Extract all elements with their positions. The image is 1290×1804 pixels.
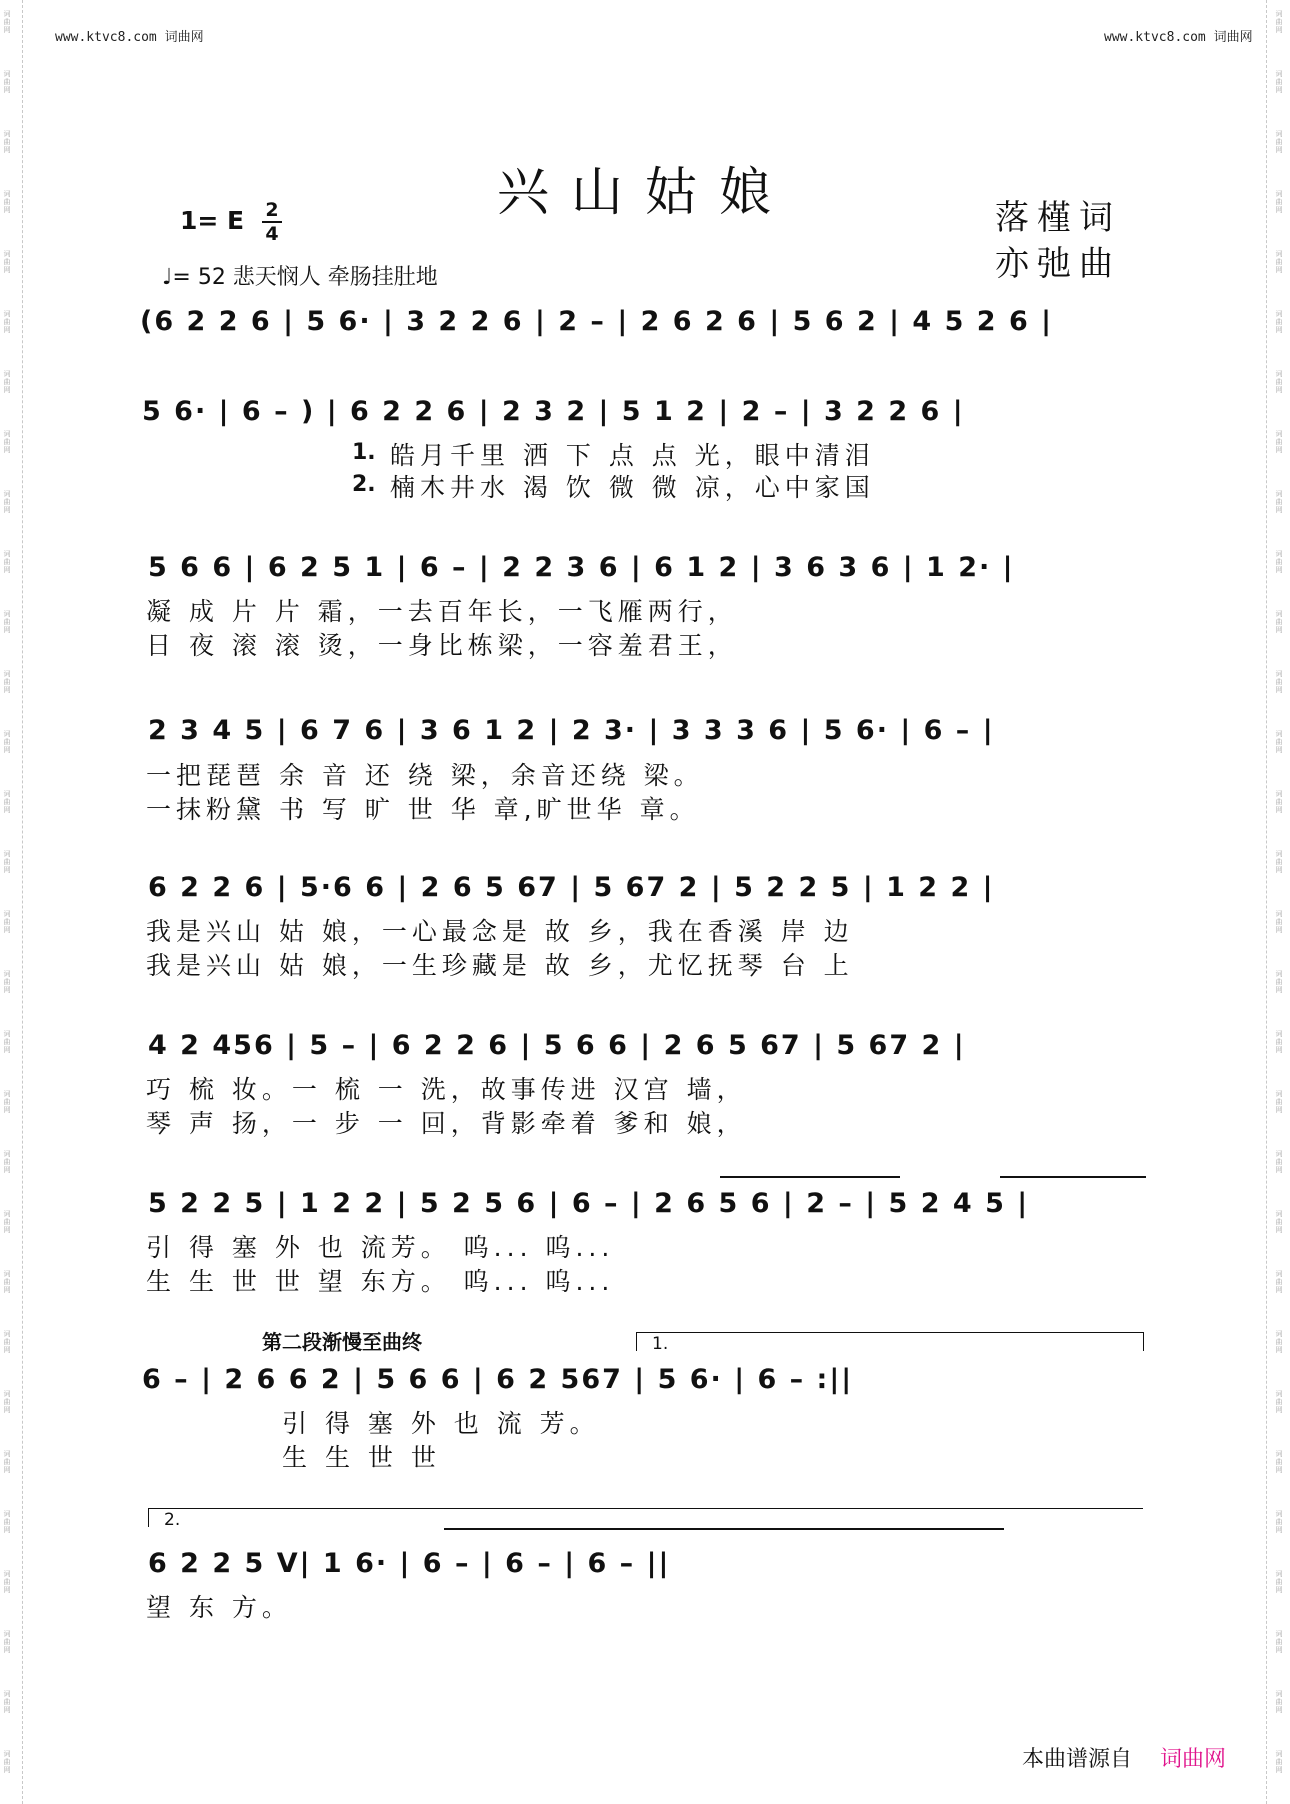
edge-watermark-glyph: 词 曲 网 bbox=[3, 1750, 11, 1774]
edge-watermark-glyph: 词 曲 网 bbox=[1275, 1630, 1283, 1654]
edge-watermark-glyph: 词 曲 网 bbox=[1275, 370, 1283, 394]
edge-watermark-glyph: 词 曲 网 bbox=[3, 850, 11, 874]
edge-watermark-glyph: 词 曲 网 bbox=[1275, 130, 1283, 154]
lyric-row-9: 望 东 方。 bbox=[146, 1593, 292, 1622]
edge-watermark-glyph: 词 曲 网 bbox=[1275, 1030, 1283, 1054]
edge-watermark-glyph: 词 曲 网 bbox=[1275, 310, 1283, 334]
edge-watermark-glyph: 词 曲 网 bbox=[3, 250, 11, 274]
edge-watermark-glyph: 词 曲 网 bbox=[3, 70, 11, 94]
song-title: 兴山姑娘 bbox=[496, 163, 793, 223]
edge-watermark-glyph: 词 曲 网 bbox=[1275, 1510, 1283, 1534]
first-ending-bracket bbox=[636, 1332, 1144, 1351]
sustain-line-row-7 bbox=[720, 1176, 900, 1178]
edge-watermark-glyph: 词 曲 网 bbox=[3, 970, 11, 994]
lyric-row-2-verse-1: 皓月千里 洒 下 点 点 光，眼中清泪 bbox=[390, 441, 875, 470]
edge-watermark-glyph: 词 曲 网 bbox=[1275, 70, 1283, 94]
edge-watermark-glyph: 词 曲 网 bbox=[1275, 1090, 1283, 1114]
verse-label-2: 2. bbox=[352, 472, 376, 497]
notes-row-7: 5 2 2 5 | 1 2 2 | 5 2 5 6 | 6 – | 2 6 5 6 | 2 – | 5 2 4 5 | bbox=[148, 1188, 1030, 1219]
lyric-row-3-verse-2: 日 夜 滚 滚 烫，一身比栋梁，一容羞君王， bbox=[146, 631, 738, 660]
edge-watermark-glyph: 词 曲 网 bbox=[1275, 670, 1283, 694]
quarter-note-icon: ♩ bbox=[162, 265, 173, 290]
second-ending-bracket bbox=[148, 1508, 1143, 1527]
notes-row-8: 6 – | 2 6 6 2 | 5 6 6 | 6 2 567 | 5 6· | 6 – :|| bbox=[142, 1364, 854, 1395]
tempo-marking bbox=[162, 260, 438, 291]
edge-watermark-glyph: 词 曲 网 bbox=[3, 790, 11, 814]
right-watermark-strip bbox=[1272, 0, 1290, 1804]
edge-watermark-glyph: 词 曲 网 bbox=[3, 310, 11, 334]
edge-watermark-glyph: 词 曲 网 bbox=[1275, 490, 1283, 514]
time-signature bbox=[262, 200, 282, 244]
edge-watermark-glyph: 词 曲 网 bbox=[1275, 1450, 1283, 1474]
left-watermark-strip bbox=[0, 0, 18, 1804]
edge-watermark-glyph: 词 曲 网 bbox=[3, 1210, 11, 1234]
edge-watermark-glyph: 词 曲 网 bbox=[3, 430, 11, 454]
left-border-line bbox=[22, 0, 23, 1804]
edge-watermark-glyph: 词 曲 网 bbox=[3, 1270, 11, 1294]
edge-watermark-glyph: 词 曲 网 bbox=[1275, 1210, 1283, 1234]
edge-watermark-glyph: 词 曲 网 bbox=[1275, 730, 1283, 754]
edge-watermark-glyph: 词 曲 网 bbox=[3, 610, 11, 634]
edge-watermark-glyph: 词 曲 网 bbox=[3, 1630, 11, 1654]
edge-watermark-glyph: 词 曲 网 bbox=[3, 1510, 11, 1534]
edge-watermark-glyph: 词 曲 网 bbox=[1275, 970, 1283, 994]
edge-watermark-glyph: 词 曲 网 bbox=[3, 910, 11, 934]
edge-watermark-glyph: 词 曲 网 bbox=[3, 1450, 11, 1474]
composer-credit: 亦弛曲 bbox=[995, 244, 1121, 284]
edge-watermark-glyph: 词 曲 网 bbox=[1275, 610, 1283, 634]
edge-watermark-glyph: 词 曲 网 bbox=[1275, 1750, 1283, 1774]
tempo-remark: 第二段渐慢至曲终 bbox=[262, 1330, 422, 1354]
edge-watermark-glyph: 词 曲 网 bbox=[1275, 10, 1283, 34]
notes-row-4: 2 3 4 5 | 6 7 6 | 3 6 1 2 | 2 3· | 3 3 3 6 | 5 6· | 6 – | bbox=[148, 715, 995, 746]
edge-watermark-glyph: 词 曲 网 bbox=[3, 1150, 11, 1174]
edge-watermark-glyph: 词 曲 网 bbox=[1275, 250, 1283, 274]
second-ending-label: 2. bbox=[164, 1510, 181, 1530]
edge-watermark-glyph: 词 曲 网 bbox=[1275, 790, 1283, 814]
edge-watermark-glyph: 词 曲 网 bbox=[3, 550, 11, 574]
edge-watermark-glyph: 词 曲 网 bbox=[3, 670, 11, 694]
edge-watermark-glyph: 词 曲 网 bbox=[1275, 910, 1283, 934]
site-url-right[interactable]: www.ktvc8.com 词曲网 bbox=[1104, 30, 1253, 45]
edge-watermark-glyph: 词 曲 网 bbox=[3, 1690, 11, 1714]
first-ending-label: 1. bbox=[652, 1334, 669, 1354]
edge-watermark-glyph: 词 曲 网 bbox=[1275, 1570, 1283, 1594]
lyric-row-5-verse-1: 我是兴山 姑 娘，一心最念是 故 乡，我在香溪 岸 边 bbox=[146, 917, 854, 946]
lyric-row-3-verse-1: 凝 成 片 片 霜，一去百年长，一飞雁两行， bbox=[146, 597, 738, 626]
lyric-row-4-verse-2: 一抹粉黛 书 写 旷 世 华 章,旷世华 章。 bbox=[146, 795, 700, 824]
lyric-row-5-verse-2: 我是兴山 姑 娘，一生珍藏是 故 乡，尤忆抚琴 台 上 bbox=[146, 951, 854, 980]
time-top: 2 bbox=[265, 199, 279, 221]
edge-watermark-glyph: 词 曲 网 bbox=[3, 370, 11, 394]
edge-watermark-glyph: 词 曲 网 bbox=[1275, 1150, 1283, 1174]
lyric-row-8-verse-2: 生 生 世 世 bbox=[282, 1443, 441, 1472]
edge-watermark-glyph: 词 曲 网 bbox=[3, 1030, 11, 1054]
footer-source-label: 本曲谱源自 bbox=[1022, 1747, 1133, 1772]
notes-row-9: 6 2 2 5 V| 1 6· | 6 – | 6 – | 6 – || bbox=[148, 1548, 671, 1579]
edge-watermark-glyph: 词 曲 网 bbox=[3, 130, 11, 154]
edge-watermark-glyph: 词 曲 网 bbox=[1275, 550, 1283, 574]
tie-line-final bbox=[444, 1528, 1004, 1530]
edge-watermark-glyph: 词 曲 网 bbox=[3, 190, 11, 214]
lyric-row-7-verse-1: 引 得 塞 外 也 流芳。 呜... 呜... bbox=[146, 1233, 615, 1262]
lyric-row-6-verse-1: 巧 梳 妆。一 梳 一 洗，故事传进 汉宫 墙， bbox=[146, 1075, 747, 1104]
edge-watermark-glyph: 词 曲 网 bbox=[3, 730, 11, 754]
site-url-left[interactable]: www.ktvc8.com 词曲网 bbox=[55, 30, 204, 45]
notes-row-1: (6 2 2 6 | 5 6· | 3 2 2 6 | 2 – | 2 6 2 6 | 5 6 2 | 4 5 2 6 | bbox=[140, 306, 1054, 337]
edge-watermark-glyph: 词 曲 网 bbox=[3, 1570, 11, 1594]
edge-watermark-glyph: 词 曲 网 bbox=[3, 490, 11, 514]
lyric-row-7-verse-2: 生 生 世 世 望 东方。 呜... 呜... bbox=[146, 1267, 615, 1296]
tempo-text: = 52 悲天悯人 牵肠挂肚地 bbox=[172, 265, 438, 290]
sustain-line-row-7b bbox=[1000, 1176, 1146, 1178]
edge-watermark-glyph: 词 曲 网 bbox=[1275, 850, 1283, 874]
notes-row-6: 4 2 456 | 5 – | 6 2 2 6 | 5 6 6 | 2 6 5 67 | 5 67 2 | bbox=[148, 1030, 966, 1061]
lyric-row-8-verse-1: 引 得 塞 外 也 流 芳。 bbox=[282, 1409, 600, 1438]
edge-watermark-glyph: 词 曲 网 bbox=[3, 1390, 11, 1414]
right-border-line bbox=[1266, 0, 1267, 1804]
edge-watermark-glyph: 词 曲 网 bbox=[1275, 1270, 1283, 1294]
lyricist-credit: 落槿词 bbox=[995, 198, 1121, 238]
footer-source-site-link[interactable]: 词曲网 bbox=[1160, 1747, 1227, 1772]
notes-row-3: 5 6 6 | 6 2 5 1 | 6 – | 2 2 3 6 | 6 1 2 | 3 6 3 6 | 1 2· | bbox=[148, 552, 1015, 583]
lyric-row-2-verse-2: 楠木井水 渴 饮 微 微 凉，心中家国 bbox=[390, 473, 875, 502]
edge-watermark-glyph: 词 曲 网 bbox=[1275, 190, 1283, 214]
time-bottom: 4 bbox=[265, 223, 279, 245]
notes-row-5: 6 2 2 6 | 5·6 6 | 2 6 5 67 | 5 67 2 | 5 2 2 5 | 1 2 2 | bbox=[148, 872, 995, 903]
edge-watermark-glyph: 词 曲 网 bbox=[3, 1330, 11, 1354]
edge-watermark-glyph: 词 曲 网 bbox=[3, 10, 11, 34]
edge-watermark-glyph: 词 曲 网 bbox=[1275, 1330, 1283, 1354]
lyric-row-4-verse-1: 一把琵琶 余 音 还 绕 梁，余音还绕 梁。 bbox=[146, 761, 704, 790]
lyric-row-6-verse-2: 琴 声 扬，一 步 一 回，背影牵着 爹和 娘， bbox=[146, 1109, 747, 1138]
notes-row-2: 5 6· | 6 – ) | 6 2 2 6 | 2 3 2 | 5 1 2 | 2 – | 3 2 2 6 | bbox=[142, 396, 965, 427]
edge-watermark-glyph: 词 曲 网 bbox=[1275, 430, 1283, 454]
edge-watermark-glyph: 词 曲 网 bbox=[1275, 1690, 1283, 1714]
edge-watermark-glyph: 词 曲 网 bbox=[3, 1090, 11, 1114]
verse-label-1: 1. bbox=[352, 440, 376, 465]
edge-watermark-glyph: 词 曲 网 bbox=[1275, 1390, 1283, 1414]
key-signature: 1= E bbox=[180, 206, 245, 235]
